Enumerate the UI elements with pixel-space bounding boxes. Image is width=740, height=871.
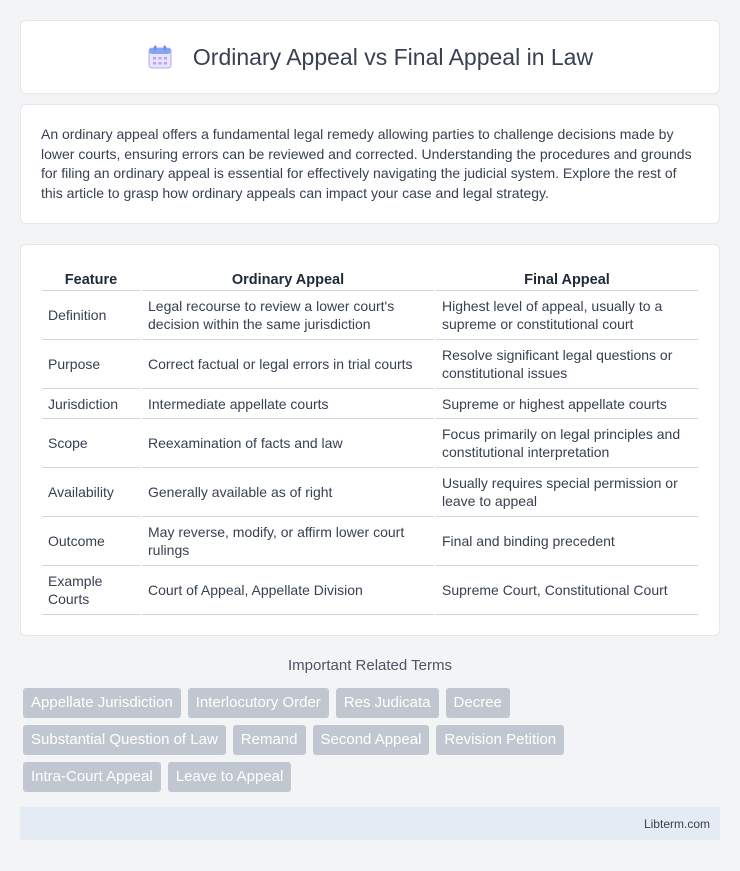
ordinary-appeal-cell: May reverse, modify, or affirm lower court rulings	[142, 517, 434, 566]
intro-card	[20, 104, 720, 224]
column-header: Ordinary Appeal	[142, 265, 434, 291]
calendar-icon	[147, 44, 173, 70]
column-header: Final Appeal	[436, 265, 698, 291]
tag-decree[interactable]: Decree	[446, 688, 510, 718]
final-appeal-cell: Usually requires special permission or leave to appeal	[436, 468, 698, 517]
footer-site-link[interactable]: Libterm.com	[643, 816, 710, 831]
tag-revision-petition[interactable]: Revision Petition	[436, 725, 564, 755]
ordinary-appeal-cell: Generally available as of right	[142, 468, 434, 517]
tag-remand[interactable]: Remand	[233, 725, 306, 755]
feature-cell: Jurisdiction	[42, 389, 140, 419]
header-card	[20, 20, 720, 94]
footer	[20, 807, 720, 840]
comparison-card	[20, 244, 720, 636]
page-title: Ordinary Appeal vs Final Appeal in Law	[192, 43, 594, 70]
tag-row	[23, 725, 713, 755]
column-header: Feature	[42, 265, 140, 291]
feature-cell: Availability	[42, 468, 140, 517]
feature-cell: Definition	[42, 291, 140, 340]
table-row	[42, 517, 698, 566]
header	[147, 44, 593, 71]
related-terms-title: Important Related Terms	[288, 657, 452, 674]
ordinary-appeal-cell: Legal recourse to review a lower court's decision within the same jurisdiction	[142, 291, 434, 340]
final-appeal-cell: Focus primarily on legal principles and constitutional interpretation	[436, 419, 698, 468]
final-appeal-cell: Final and binding precedent	[436, 517, 698, 566]
feature-cell: Outcome	[42, 517, 140, 566]
related-terms-tags	[23, 688, 713, 799]
table-row	[42, 291, 698, 340]
table-header-row	[42, 265, 698, 291]
tag-leave-to-appeal[interactable]: Leave to Appeal	[168, 762, 292, 792]
final-appeal-cell: Highest level of appeal, usually to a supreme or constitutional court	[436, 291, 698, 340]
feature-cell: Scope	[42, 419, 140, 468]
tag-row	[23, 688, 713, 718]
feature-cell: Example Courts	[42, 566, 140, 615]
ordinary-appeal-cell: Intermediate appellate courts	[142, 389, 434, 419]
final-appeal-cell: Resolve significant legal questions or constitutional issues	[436, 340, 698, 389]
tag-substantial-question-of-law[interactable]: Substantial Question of Law	[23, 725, 226, 755]
final-appeal-cell: Supreme Court, Constitutional Court	[436, 566, 698, 615]
tag-res-judicata[interactable]: Res Judicata	[336, 688, 439, 718]
table-row	[42, 468, 698, 517]
tag-intra-court-appeal[interactable]: Intra-Court Appeal	[23, 762, 161, 792]
final-appeal-cell: Supreme or highest appellate courts	[436, 389, 698, 419]
feature-cell: Purpose	[42, 340, 140, 389]
ordinary-appeal-cell: Correct factual or legal errors in trial courts	[142, 340, 434, 389]
tag-appellate-jurisdiction[interactable]: Appellate Jurisdiction	[23, 688, 181, 718]
ordinary-appeal-cell: Court of Appeal, Appellate Division	[142, 566, 434, 615]
table-row	[42, 419, 698, 468]
ordinary-appeal-cell: Reexamination of facts and law	[142, 419, 434, 468]
tag-second-appeal[interactable]: Second Appeal	[313, 725, 430, 755]
comparison-table	[40, 265, 700, 615]
table-row	[42, 340, 698, 389]
intro-paragraph: An ordinary appeal offers a fundamental legal remedy allowing parties to challenge decisions made by lower courts, ensuring errors can be reviewed and corrected. Understanding the procedures and grounds for filing an ordinary appeal is essential for effectively navigating the judicial system. Explore the rest of this article to grasp how ordinary appeals can impact your case and legal strategy.	[41, 126, 692, 201]
table-row	[42, 389, 698, 419]
tag-interlocutory-order[interactable]: Interlocutory Order	[188, 688, 329, 718]
table-row	[42, 566, 698, 615]
tag-row	[23, 762, 713, 792]
